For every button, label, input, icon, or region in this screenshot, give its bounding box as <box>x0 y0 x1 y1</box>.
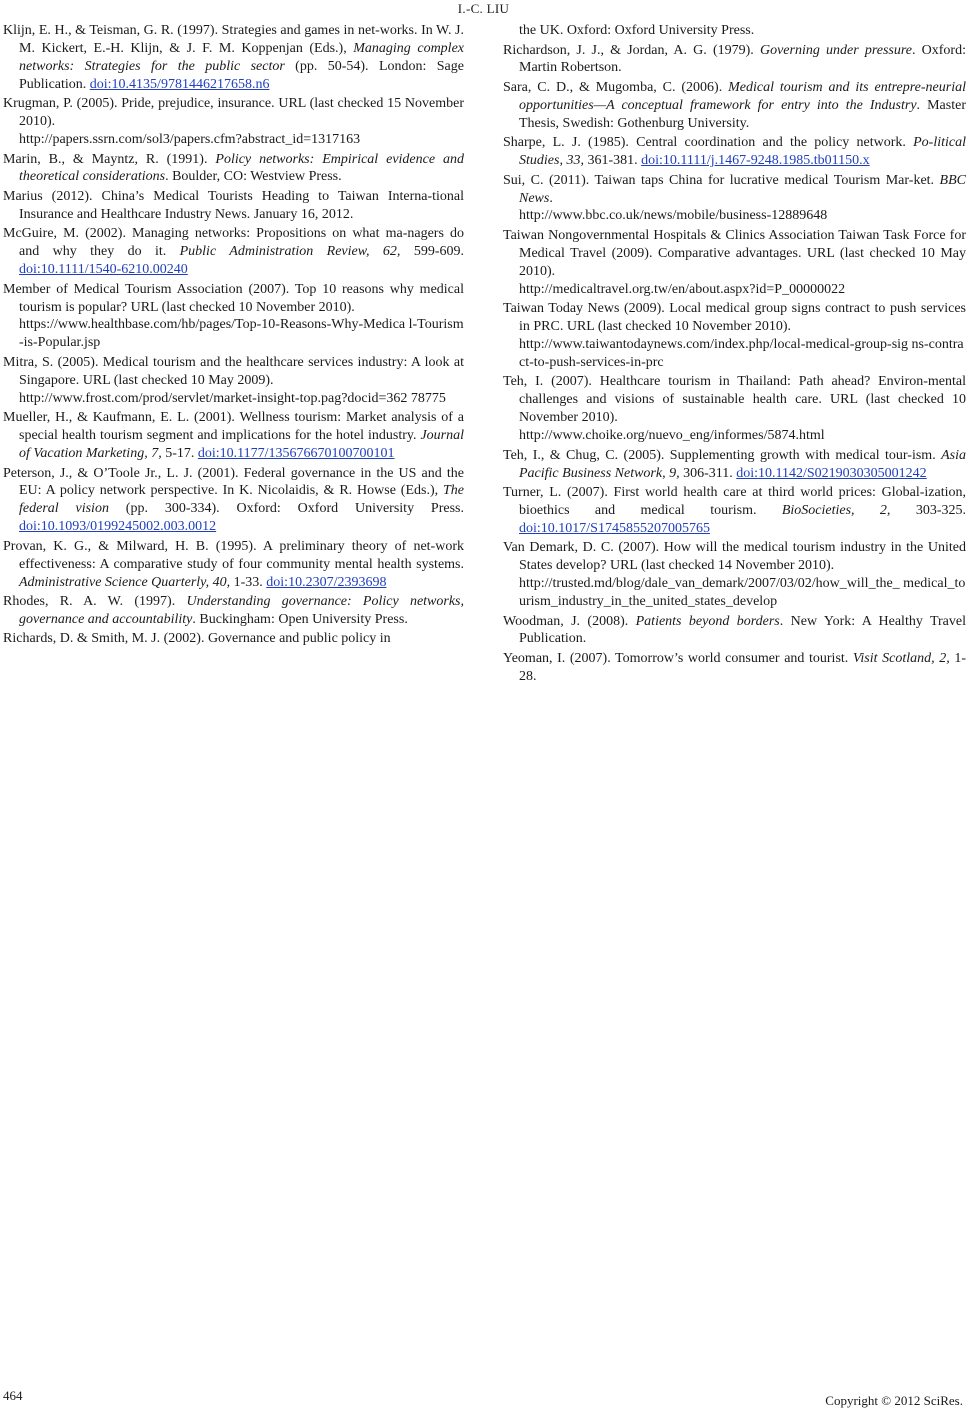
reference-title: The federal vision <box>19 483 464 517</box>
doi-link[interactable]: doi:10.1142/S0219030305001242 <box>736 465 927 481</box>
reference-text: Taiwan Nongovernmental Hospitals & Clinics Association Taiwan Task Force for Medical Travel (2009). Comparative advantages. URL (last checked 10 May 2010). <box>503 227 966 279</box>
doi-link[interactable]: doi:10.1177/135676670100700101 <box>197 446 395 461</box>
reference-entry <box>503 539 966 611</box>
reference-text: 361-381. <box>583 153 642 169</box>
reference-entry <box>3 465 464 537</box>
doi-link[interactable]: doi:10.1017/S1745855207005765 <box>519 520 710 536</box>
reference-url[interactable]: http://trusted.md/blog/dale_van_demark/2007/03/02/how_will_the_ medical_tourism_industry_in_the_united_states_develop <box>519 576 966 610</box>
reference-text: 5-17. <box>161 446 198 461</box>
references-right-column <box>503 22 966 687</box>
reference-text: Woodman, J. (2008). <box>503 613 636 629</box>
reference-entry <box>503 373 966 445</box>
reference-entry <box>503 134 966 170</box>
running-head: I.-C. LIU <box>457 1 510 16</box>
reference-entry <box>3 630 464 648</box>
reference-entry <box>503 650 966 686</box>
reference-text: Taiwan Today News (2009). Local medical group signs contract to push services in PRC. URL (last checked 10 November 2010). <box>503 301 966 335</box>
reference-text: Rhodes, R. A. W. (1997). <box>3 594 187 610</box>
reference-entry <box>3 354 464 408</box>
reference-text: Member of Medical Tourism Association (2007). Top 10 reasons why medical tourism is popular? URL (last checked 10 November 2010). <box>3 281 464 315</box>
reference-text: Sara, C. D., & Mugomba, C. (2006). <box>503 79 729 95</box>
reference-text: . New York: A Healthy Travel Publication. <box>519 613 967 647</box>
references-left-column <box>3 22 464 650</box>
reference-text: Van Demark, D. C. (2007). How will the medical tourism industry in the United States develop? URL (last checked 14 November 2010). <box>503 540 966 574</box>
reference-text: Teh, I., & Chug, C. (2005). Supplementing growth with medical tour-ism. <box>503 447 942 463</box>
reference-text: Marius (2012). China’s Medical Tourists Heading to Taiwan Interna-tional Insurance and Healthcare Industry News. January 16, 2012. <box>3 188 464 222</box>
reference-text: Peterson, J., & O’Toole Jr., L. J. (2001). Federal governance in the US and the EU: A policy network perspective. In K. Nicolaidis, & R. Howse (Eds.), <box>3 465 464 499</box>
reference-title: Administrative Science Quarterly, 40, <box>19 574 231 590</box>
reference-text: . Master Thesis, Swedish: Gothenburg University. <box>519 97 966 131</box>
reference-text: . Buckingham: Open University Press. <box>192 611 408 627</box>
reference-title: Governing under pressure <box>759 42 912 58</box>
reference-title: Public Administration Review, 62, <box>179 244 401 260</box>
reference-entry <box>503 227 966 299</box>
reference-text: McGuire, M. (2002). Managing networks: Propositions on what ma-nagers do and why they do it. <box>3 226 464 260</box>
reference-text: Sharpe, L. J. (1985). Central coordination and the policy network. <box>503 135 914 151</box>
reference-entry <box>3 593 464 629</box>
reference-text: Sui, C. (2011). Taiwan taps China for lucrative medical Tourism Mar-ket. <box>503 172 940 188</box>
reference-entry <box>3 22 464 94</box>
reference-text: Marin, B., & Mayntz, R. (1991). <box>3 151 216 167</box>
reference-url[interactable]: http://www.frost.com/prod/servlet/market-insight-top.pag?docid=362 78775 <box>19 390 446 406</box>
reference-title: Managing complex networks: Strategies for the public sector <box>19 40 464 74</box>
reference-text: Turner, L. (2007). First world health care at third world prices: Global-ization, bioethics and medical tourism. <box>503 485 966 518</box>
doi-link[interactable]: doi:10.1111/1540-6210.00240 <box>19 262 188 278</box>
reference-text: Richards, D. & Smith, M. J. (2002). Governance and public policy in <box>3 631 391 647</box>
reference-entry <box>3 151 464 187</box>
reference-url[interactable]: http://www.choike.org/nuevo_eng/informes/5874.html <box>519 428 825 444</box>
reference-url[interactable]: http://www.taiwantodaynews.com/index.php/local-medical-group-sig ns-contract-to-push-services-in-prc <box>519 336 964 370</box>
reference-entry <box>503 42 966 78</box>
reference-text: Mitra, S. (2005). Medical tourism and the healthcare services industry: A look at Singapore. URL (last checked 10 May 2009). <box>3 354 464 388</box>
reference-url[interactable]: https://www.healthbase.com/hb/pages/Top-10-Reasons-Why-Medica l-Tourism-is-Popular.jsp <box>19 317 464 351</box>
reference-entry <box>503 172 966 226</box>
reference-entry <box>503 79 966 133</box>
copyright-notice: Copyright © 2012 SciRes. <box>825 1393 963 1408</box>
reference-text: Teh, I. (2007). Healthcare tourism in Thailand: Path ahead? Environ-mental challenges and visions of sustainable health care. URL (last checked 10 November 2010). <box>503 374 966 426</box>
reference-text: . <box>549 190 553 206</box>
reference-text: Provan, K. G., & Milward, H. B. (1995). A preliminary theory of net-work effectiveness: A comparative study of four community mental health systems. <box>3 538 464 572</box>
reference-text: the UK. Oxford: Oxford University Press. <box>519 23 755 38</box>
reference-text: Mueller, H., & Kaufmann, E. L. (2001). Wellness tourism: Market analysis of a special health tourism segment and implications for the hotel industry. <box>3 410 464 444</box>
doi-link[interactable]: doi:10.4135/9781446217658.n6 <box>89 76 270 92</box>
reference-entry <box>3 281 464 353</box>
reference-title: Policy networks: Empirical evidence and theoretical considerations <box>19 151 464 185</box>
reference-title: BioSocieties, 2, <box>781 502 891 518</box>
reference-text: 306-311. <box>679 465 737 481</box>
reference-text: Yeoman, I. (2007). Tomorrow’s world consumer and tourist. <box>503 650 853 666</box>
doi-link[interactable]: doi:10.1111/j.1467-9248.1985.tb01150.x <box>641 153 870 169</box>
doi-link[interactable]: doi:10.1093/0199245002.003.0012 <box>19 519 217 535</box>
reference-title: Journal of Vacation Marketing, 7, <box>19 428 464 461</box>
reference-title: Visit Scotland, 2, <box>852 650 950 666</box>
reference-text: 1-33. <box>230 574 267 590</box>
reference-text: (pp. 300-334). Oxford: Oxford University Press. <box>108 501 464 517</box>
page-number: 464 <box>3 1388 23 1403</box>
reference-entry <box>3 225 464 279</box>
reference-text: (pp. 50-54). London: Sage Publication. <box>19 58 464 92</box>
reference-text: 599-609. <box>400 244 464 260</box>
reference-entry <box>503 22 966 40</box>
reference-entry <box>3 409 464 463</box>
reference-entry <box>3 538 464 592</box>
reference-entry <box>3 188 464 224</box>
reference-title: Patients beyond borders <box>635 613 780 629</box>
reference-entry <box>503 484 966 538</box>
reference-text: 1-28. <box>519 650 966 684</box>
reference-text: 303-325. <box>890 502 966 518</box>
reference-entry <box>3 95 464 149</box>
reference-url[interactable]: http://papers.ssrn.com/sol3/papers.cfm?abstract_id=1317163 <box>19 132 361 148</box>
reference-title: Understanding governance: Policy networks, governance and accountability <box>19 594 464 627</box>
reference-title: Po-litical Studies, 33, <box>519 135 966 169</box>
reference-title: Asia Pacific Business Network, 9, <box>519 447 966 481</box>
reference-url[interactable]: http://medicaltravel.org.tw/en/about.aspx?id=P_00000022 <box>519 281 846 297</box>
reference-text: Richardson, J. J., & Jordan, A. G. (1979). <box>503 42 760 58</box>
reference-entry <box>503 447 966 483</box>
reference-url[interactable]: http://www.bbc.co.uk/news/mobile/business-12889648 <box>519 208 828 224</box>
reference-text: . Boulder, CO: Westview Press. <box>165 169 342 185</box>
reference-text: . Oxford: Martin Robertson. <box>519 42 966 76</box>
doi-link[interactable]: doi:10.2307/2393698 <box>266 574 387 590</box>
reference-entry <box>503 613 966 649</box>
reference-text: Krugman, P. (2005). Pride, prejudice, insurance. URL (last checked 15 November 2010). <box>3 96 464 130</box>
reference-entry <box>503 300 966 372</box>
reference-title: BBC News <box>519 172 966 206</box>
reference-title: Medical tourism and its entrepre-neurial opportunities—A conceptual framework for entry into the Industry <box>519 79 966 113</box>
reference-text: Klijn, E. H., & Teisman, G. R. (1997). Strategies and games in net-works. In W. J. M. Kickert, E.-H. Klijn, & J. F. M. Koppenjan (Eds.), <box>3 23 464 56</box>
